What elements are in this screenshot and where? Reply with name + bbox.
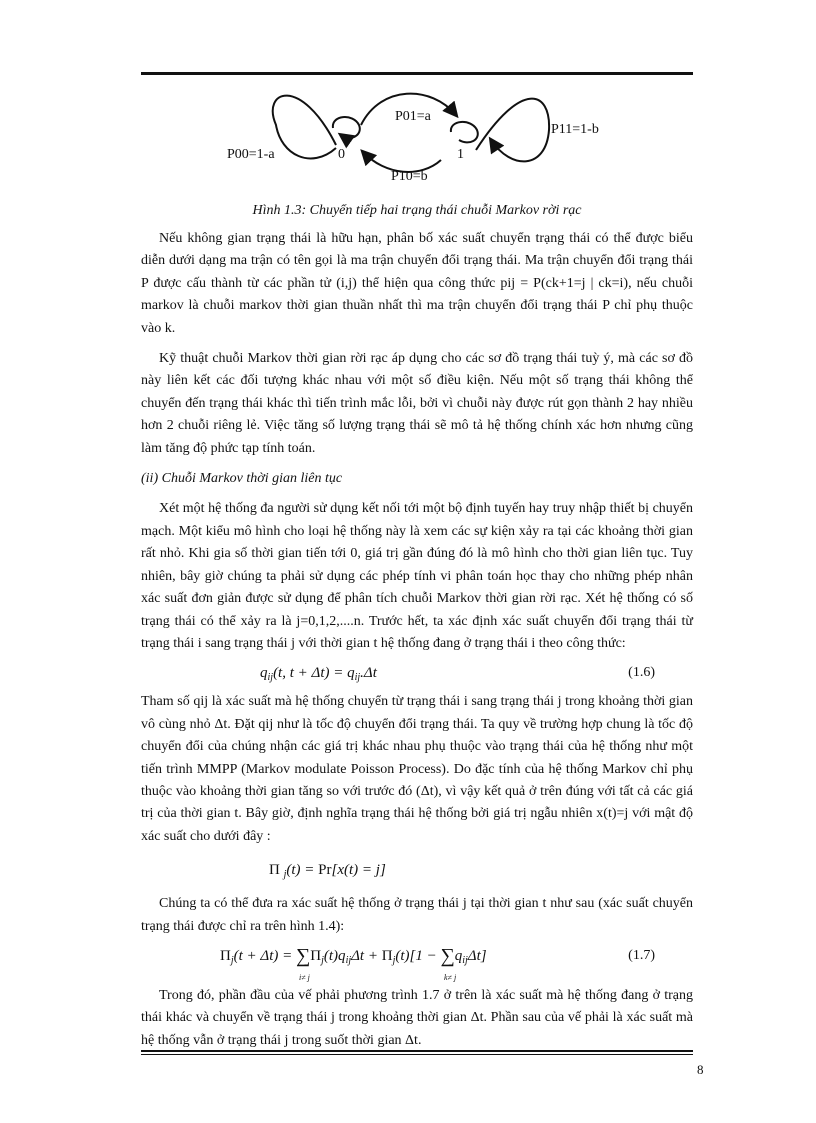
equation-1-6 <box>141 658 693 688</box>
paragraph-2: Kỹ thuật chuỗi Markov thời gian rời rạc áp dụng cho các sơ đồ trạng thái tuỳ ý, mà các sơ đồ này liên kết các đối tượng khác nhau với một số điều kiện. Nếu một số trạng thái không thể chuyển đến trạng thái khác thì tiến trình mắc lỗi, bởi vì chuỗi này được rút gọn thành 2 hay nhiều hơn 2 chuỗi riêng lẻ. Việc tăng số lượng trạng thái sẽ mô tả hệ thống chính xác hơn nhưng cũng làm tăng độ phức tạp tính toán. <box>141 351 693 456</box>
equation-pi-definition <box>141 851 693 885</box>
label-p00: P00=1-a <box>227 147 275 162</box>
paragraph-3: Xét một hệ thống đa người sử dụng kết nối tới một bộ định tuyến hay truy nhập thiết bị chuyển mạch. Một kiểu mô hình cho loại hệ thống này là xem các sự kiện xảy ra tại các khoảng thời gian rất nhỏ. Khi gia số thời gian tiến tới 0, giá trị gần đúng đó là mô hình cho thời gian liên tục. Tuy nhiên, bây giờ chúng ta phải sử dụng các phép tính vi phân toán học thay cho những phép nhân xác suất đơn giản được sử dụng để phân tích chuỗi Markov thời gian rời rạc. Xét hệ thống có số trạng thái có thể xảy ra là j=0,1,2,....n. Trước hết, ta xác định xác suất chuyển đổi trạng thái từ trạng thái i sang trạng thái j với thời gian t hệ thống đang ở trạng thái i theo công thức: <box>141 501 693 651</box>
equation-1-6-number: (1.6) <box>628 665 655 681</box>
equation-1-7-number: (1.7) <box>628 947 655 963</box>
paragraph-1: Nếu không gian trạng thái là hữu hạn, phân bố xác suất chuyển trạng thái có thể được biểu diễn dưới dạng ma trận có tên gọi là ma trận chuyển đổi trạng thái. Ma trận chuyển đổi trạng thái P được cấu thành từ các phần tử (i,j) thể hiện qua công thức pij = P(ck+1=j | ck=i), nếu chuỗi markov là chuỗi markov thời gian thuần nhất thì ma trận chuyển đổi trạng thái P chỉ phụ thuộc vào k. <box>141 231 693 336</box>
sum-index-2: k≠ j <box>444 972 457 982</box>
loop-inner-0 <box>333 117 360 138</box>
footer-rule-thick <box>141 1050 693 1052</box>
footer-rule-thin <box>141 1054 693 1055</box>
state-0-label: 0 <box>338 147 345 162</box>
loop-p11 <box>476 99 549 162</box>
sum-index-1: i≠ j <box>299 972 310 982</box>
label-p11: P11=1-b <box>551 122 599 137</box>
paragraph-5: Chúng ta có thể đưa ra xác suất hệ thống ở trạng thái j tại thời gian t như sau (xác suất chuyển trạng thái được chỉ ra trên hình 1.4): <box>141 896 693 934</box>
label-p01: P01=a <box>395 109 431 124</box>
section-heading: (ii) Chuỗi Markov thời gian liên tục <box>141 471 343 487</box>
label-p10: P10=b <box>391 169 428 184</box>
equation-1-7-expression: $\Pi_j(t + \Delta t) = \sum\Pi_j(t)q_{ij}\Delta t + \Pi_j(t)[1 - \sum q_{ij}\Delta t]$ <box>220 944 487 967</box>
state-1-label: 1 <box>457 147 464 162</box>
loop-p00 <box>273 96 336 159</box>
paragraph-6: Trong đó, phần đầu của vế phải phương trình 1.7 ở trên là xác suất mà hệ thống đang ở trạng thái khác và chuyển về trạng thái j trong khoảng thời gian Δt. Phần sau của vế phải là xác suất mà hệ thống vẫn ở trạng thái j trong suốt thời gian Δt. <box>141 987 693 1048</box>
paragraph-4: Tham số qij là xác suất mà hệ thống chuyển từ trạng thái i sang trạng thái j trong khoảng thời gian vô cùng nhỏ Δt. Đặt qij như là tốc độ chuyển đổi trạng thái. Ta quy về trường hợp chung là tốc độ chuyển đổi của chúng nhận các giá trị khác nhau phụ thuộc vào trạng thái của hệ thống như một tiến trình MMPP (Markov modulate Poisson Process). Do đặc tính của hệ thống Markov chỉ phụ thuộc vào khoảng thời gian tăng so với trước đó (Δt), vì vậy kết quả ở trên đúng với tất cả các giá trị của thời gian t. Bây giờ, định nghĩa trạng thái hệ thống bởi giá trị ngẫu nhiên x(t)=j với mật độ xác suất cho dưới đây : <box>141 694 693 844</box>
page-number: 8 <box>697 1062 704 1077</box>
equation-1-6-expression: $q_{ij}(t$, $t + \Delta t) = q_{ij}.\Delta t$ <box>260 665 377 684</box>
header-rule <box>141 72 693 75</box>
figure-caption: Hình 1.3: Chuyển tiếp hai trạng thái chuỗi Markov rời rạc <box>252 203 582 218</box>
pi-definition-expression: Π $_j$(t) = Pr[x(t) = j] <box>269 862 386 881</box>
equation-1-7 <box>141 941 693 982</box>
markov-state-diagram <box>141 80 693 195</box>
body-text <box>141 228 693 1052</box>
loop-inner-1 <box>451 122 478 142</box>
